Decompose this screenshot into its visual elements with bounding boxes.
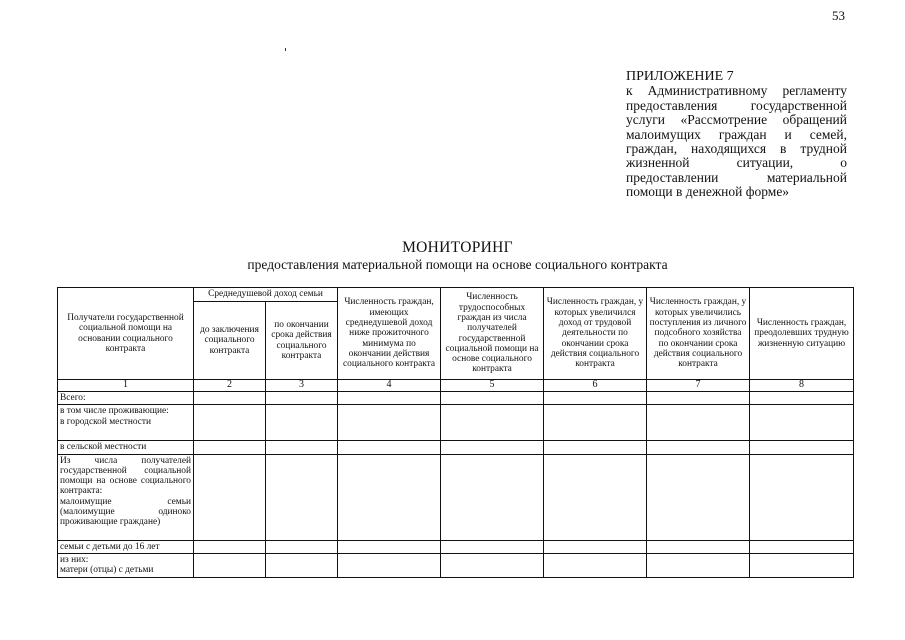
table-cell (441, 441, 544, 454)
table-cell (544, 454, 647, 540)
table-cell (338, 540, 441, 553)
header-income-group: Среднедушевой доход семьи (194, 288, 338, 302)
monitoring-table (57, 287, 854, 578)
row-label-low-income: Из числа получателей государственной социальной помощи на основе социального контракта: малоимущие семьи (малоимущие одиноко проживающие граждане) (58, 454, 194, 540)
header-overcame-situation: Численность граждан, преодолевших трудную жизненную ситуацию (750, 288, 854, 380)
header-able-bodied: Численность трудоспособных граждан из числа получателей государственной социальной помощи на основе социального контракта (441, 288, 544, 380)
table-cell (647, 454, 750, 540)
table-cell (750, 553, 854, 577)
table-cell (194, 553, 266, 577)
table-row (58, 405, 854, 441)
row-label-total: Всего: (58, 392, 194, 405)
column-number: 7 (647, 380, 750, 392)
header-after-contract: по окончании срока действия социального контракта (266, 302, 338, 380)
column-number: 2 (194, 380, 266, 392)
table-cell (338, 405, 441, 441)
table-cell (441, 454, 544, 540)
appendix-text: к Административному регламенту предоставления государственной услуги «Рассмотрение обращений малоимущих граждан и семей, граждан, находящихся в трудной жизненной ситуации, о предоставлении материальной помощи в денежной форме» (626, 83, 847, 200)
table-cell (338, 441, 441, 454)
header-recipients: Получатели государственной социальной помощи на основании социального контракта (58, 288, 194, 380)
table-cell (266, 392, 338, 405)
column-number: 5 (441, 380, 544, 392)
table-cell (194, 454, 266, 540)
table-cell (647, 540, 750, 553)
table-cell (266, 405, 338, 441)
table-row (58, 454, 854, 540)
header-before-contract: до заключения социального контракта (194, 302, 266, 380)
document-title: МОНИТОРИНГ (402, 239, 513, 256)
table-cell (441, 405, 544, 441)
table-cell (194, 441, 266, 454)
table-cell (266, 441, 338, 454)
table-cell (647, 441, 750, 454)
table-cell (750, 392, 854, 405)
page-number: 53 (832, 8, 845, 23)
column-number: 4 (338, 380, 441, 392)
table-cell (750, 454, 854, 540)
table-row (58, 441, 854, 454)
appendix-title: ПРИЛОЖЕНИЕ 7 (626, 69, 734, 84)
table-row (58, 540, 854, 553)
table-cell (441, 392, 544, 405)
table-cell (647, 392, 750, 405)
table-cell (266, 540, 338, 553)
table-cell (544, 540, 647, 553)
table-cell (544, 553, 647, 577)
table-cell (647, 553, 750, 577)
header-household-income: Численность граждан, у которых увеличились поступления из личного подсобного хозяйства по окончании срока действия социального контракта (647, 288, 750, 380)
table-cell (338, 454, 441, 540)
table-cell (194, 405, 266, 441)
column-number: 3 (266, 380, 338, 392)
row-label-urban: в том числе проживающие: в городской местности (58, 405, 194, 441)
table-cell (544, 405, 647, 441)
table-row (58, 553, 854, 577)
table-cell (266, 553, 338, 577)
scan-speck (285, 48, 286, 51)
table-cell (750, 441, 854, 454)
table-cell (647, 405, 750, 441)
row-label-single-parents: из них: матери (отцы) с детьми (58, 553, 194, 577)
table-cell (441, 540, 544, 553)
table-cell (441, 553, 544, 577)
row-label-families-children: семьи с детьми до 16 лет (58, 540, 194, 553)
column-number: 6 (544, 380, 647, 392)
table-cell (194, 392, 266, 405)
table-cell (194, 540, 266, 553)
header-below-minimum: Численность граждан, имеющих среднедушевой доход ниже прожиточного минимума по окончании действия социального контракта (338, 288, 441, 380)
column-number: 8 (750, 380, 854, 392)
table-cell (750, 405, 854, 441)
table-row (58, 392, 854, 405)
row-label-rural: в сельской местности (58, 441, 194, 454)
table-cell (544, 441, 647, 454)
appendix-block (626, 70, 847, 200)
table-cell (338, 392, 441, 405)
column-number: 1 (58, 380, 194, 392)
document-subtitle: предоставления материальной помощи на основе социального контракта (247, 257, 668, 272)
table-cell (544, 392, 647, 405)
table-cell (266, 454, 338, 540)
header-income-increased: Численность граждан, у которых увеличился доход от трудовой деятельности по окончании срока действия социального контракта (544, 288, 647, 380)
table-cell (750, 540, 854, 553)
table-cell (338, 553, 441, 577)
